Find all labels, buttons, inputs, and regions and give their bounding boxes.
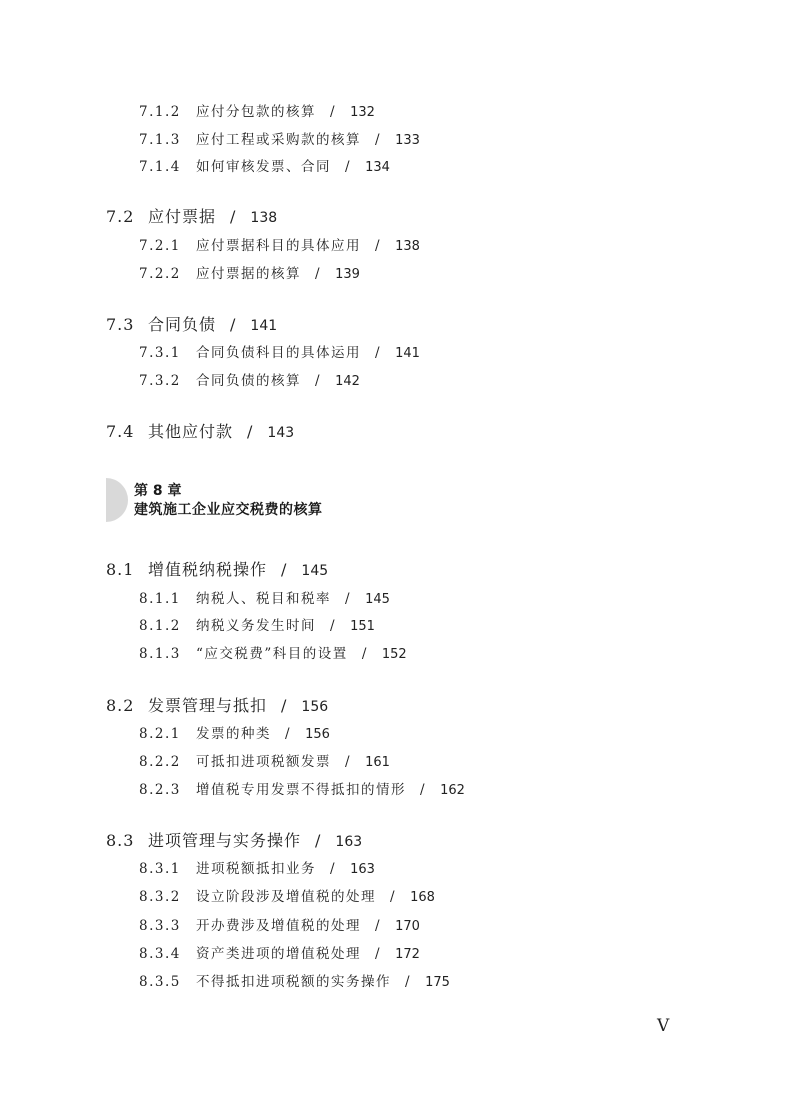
entry-number: 8.3.4 (139, 946, 181, 962)
entry-page: 172 (395, 947, 420, 962)
entry-number: 8.2.1 (139, 726, 181, 742)
entry-number: 7.1.4 (139, 159, 181, 175)
section-number: 8.2 (106, 696, 135, 715)
entry-title: 发票的种类 (196, 726, 271, 742)
section-page: 145 (301, 563, 329, 579)
entry-title: 合同负债的核算 (196, 373, 301, 389)
entry-separator: / (345, 591, 352, 607)
toc-section-8-1 (106, 557, 328, 580)
toc-entry-7-1-2 (139, 100, 375, 120)
entry-page: 133 (395, 133, 420, 148)
section-title: 进项管理与实务操作 (148, 831, 302, 850)
entry-page: 139 (335, 267, 360, 282)
toc-section-8-2 (106, 693, 328, 716)
section-number: 8.3 (106, 831, 135, 850)
section-title: 合同负债 (148, 315, 217, 334)
entry-number: 7.3.2 (139, 373, 181, 389)
entry-page: 151 (350, 619, 375, 634)
entry-page: 170 (395, 919, 420, 934)
toc-entry-7-1-3 (139, 128, 420, 148)
entry-title: 进项税额抵扣业务 (196, 861, 316, 877)
toc-section-8-3 (106, 828, 362, 851)
chapter-title: 建筑施工企业应交税费的核算 (134, 502, 323, 518)
toc-entry-8-1-3 (139, 642, 407, 662)
toc-entry-8-3-4 (139, 942, 420, 962)
entry-separator: / (315, 266, 322, 282)
entry-page: 162 (440, 783, 465, 798)
entry-separator: / (375, 918, 382, 934)
entry-separator: / (375, 238, 382, 254)
entry-number: 8.3.5 (139, 974, 181, 990)
entry-page: 142 (335, 374, 360, 389)
page-folio: V (657, 1016, 670, 1036)
entry-separator: / (405, 974, 412, 990)
entry-number: 7.1.3 (139, 132, 181, 148)
entry-separator: / (330, 861, 337, 877)
section-separator: / (247, 422, 254, 441)
entry-number: 7.1.2 (139, 104, 181, 120)
section-number: 7.2 (106, 207, 135, 226)
entry-separator: / (375, 946, 382, 962)
toc-entry-7-2-1 (139, 234, 420, 254)
entry-title: 设立阶段涉及增值税的处理 (196, 889, 376, 905)
entry-separator: / (375, 345, 382, 361)
section-page: 163 (335, 834, 363, 850)
entry-separator: / (345, 159, 352, 175)
toc-entry-7-2-2 (139, 262, 360, 282)
entry-number: 7.2.2 (139, 266, 181, 282)
entry-title: 增值税专用发票不得抵扣的情形 (196, 782, 406, 798)
section-page: 141 (250, 318, 278, 334)
section-separator: / (230, 207, 237, 226)
toc-entry-8-2-2 (139, 750, 390, 770)
entry-separator: / (285, 726, 292, 742)
section-separator: / (281, 696, 288, 715)
section-title: 应付票据 (148, 207, 217, 226)
section-separator: / (315, 831, 322, 850)
entry-title: 应付票据的核算 (196, 266, 301, 282)
section-separator: / (281, 560, 288, 579)
entry-number: 8.1.3 (139, 646, 181, 662)
entry-page: 168 (410, 890, 435, 905)
section-page: 138 (250, 210, 278, 226)
entry-number: 8.3.1 (139, 861, 181, 877)
entry-separator: / (390, 889, 397, 905)
entry-page: 175 (425, 975, 450, 990)
entry-page: 141 (395, 346, 420, 361)
entry-title: “应交税费”科目的设置 (196, 646, 348, 662)
entry-title: 资产类进项的增值税处理 (196, 946, 361, 962)
toc-entry-8-1-1 (139, 587, 390, 607)
entry-number: 8.2.3 (139, 782, 181, 798)
entry-separator: / (345, 754, 352, 770)
toc-entry-8-2-1 (139, 722, 330, 742)
entry-title: 应付分包款的核算 (196, 104, 316, 120)
toc-entry-8-1-2 (139, 614, 375, 634)
section-separator: / (230, 315, 237, 334)
section-page: 156 (301, 699, 329, 715)
entry-title: 纳税人、税目和税率 (196, 591, 331, 607)
entry-page: 145 (365, 592, 390, 607)
entry-title: 纳税义务发生时间 (196, 618, 316, 634)
entry-title: 合同负债科目的具体运用 (196, 345, 361, 361)
entry-number: 7.2.1 (139, 238, 181, 254)
entry-number: 7.3.1 (139, 345, 181, 361)
entry-title: 可抵扣进项税额发票 (196, 754, 331, 770)
entry-title: 应付工程或采购款的核算 (196, 132, 361, 148)
toc-entry-8-3-1 (139, 857, 375, 877)
entry-separator: / (375, 132, 382, 148)
entry-title: 应付票据科目的具体应用 (196, 238, 361, 254)
section-page: 143 (267, 425, 295, 441)
entry-page: 163 (350, 862, 375, 877)
toc-entry-8-3-5 (139, 970, 450, 990)
entry-page: 132 (350, 105, 375, 120)
entry-separator: / (420, 782, 427, 798)
section-title: 其他应付款 (148, 422, 234, 441)
toc-entry-7-3-1 (139, 341, 420, 361)
entry-number: 8.2.2 (139, 754, 181, 770)
entry-page: 152 (381, 647, 407, 662)
toc-section-7-3 (106, 312, 277, 335)
entry-title: 不得抵扣进项税额的实务操作 (196, 974, 391, 990)
toc-entry-7-1-4 (139, 155, 390, 175)
entry-number: 8.3.3 (139, 918, 181, 934)
entry-separator: / (315, 373, 322, 389)
entry-page: 161 (365, 755, 390, 770)
entry-page: 138 (395, 239, 420, 254)
toc-entry-7-3-2 (139, 369, 360, 389)
toc-entry-8-3-3 (139, 914, 420, 934)
entry-separator: / (330, 104, 337, 120)
section-number: 8.1 (106, 560, 135, 579)
entry-number: 8.1.1 (139, 591, 181, 607)
chapter-label: 第 8 章 (134, 483, 182, 499)
entry-number: 8.1.2 (139, 618, 181, 634)
toc-section-7-4 (106, 419, 294, 442)
toc-entry-8-2-3 (139, 778, 465, 798)
section-title: 增值税纳税操作 (148, 560, 268, 579)
entry-number: 8.3.2 (139, 889, 181, 905)
entry-page: 156 (305, 727, 330, 742)
toc-section-7-2 (106, 204, 277, 227)
chapter-tab-marker (106, 478, 128, 522)
section-number: 7.3 (106, 315, 135, 334)
section-title: 发票管理与抵扣 (148, 696, 268, 715)
entry-title: 如何审核发票、合同 (196, 159, 331, 175)
entry-separator: / (361, 646, 368, 662)
entry-title: 开办费涉及增值税的处理 (196, 918, 361, 934)
toc-entry-8-3-2 (139, 885, 435, 905)
entry-separator: / (330, 618, 337, 634)
entry-page: 134 (365, 160, 390, 175)
section-number: 7.4 (106, 422, 135, 441)
